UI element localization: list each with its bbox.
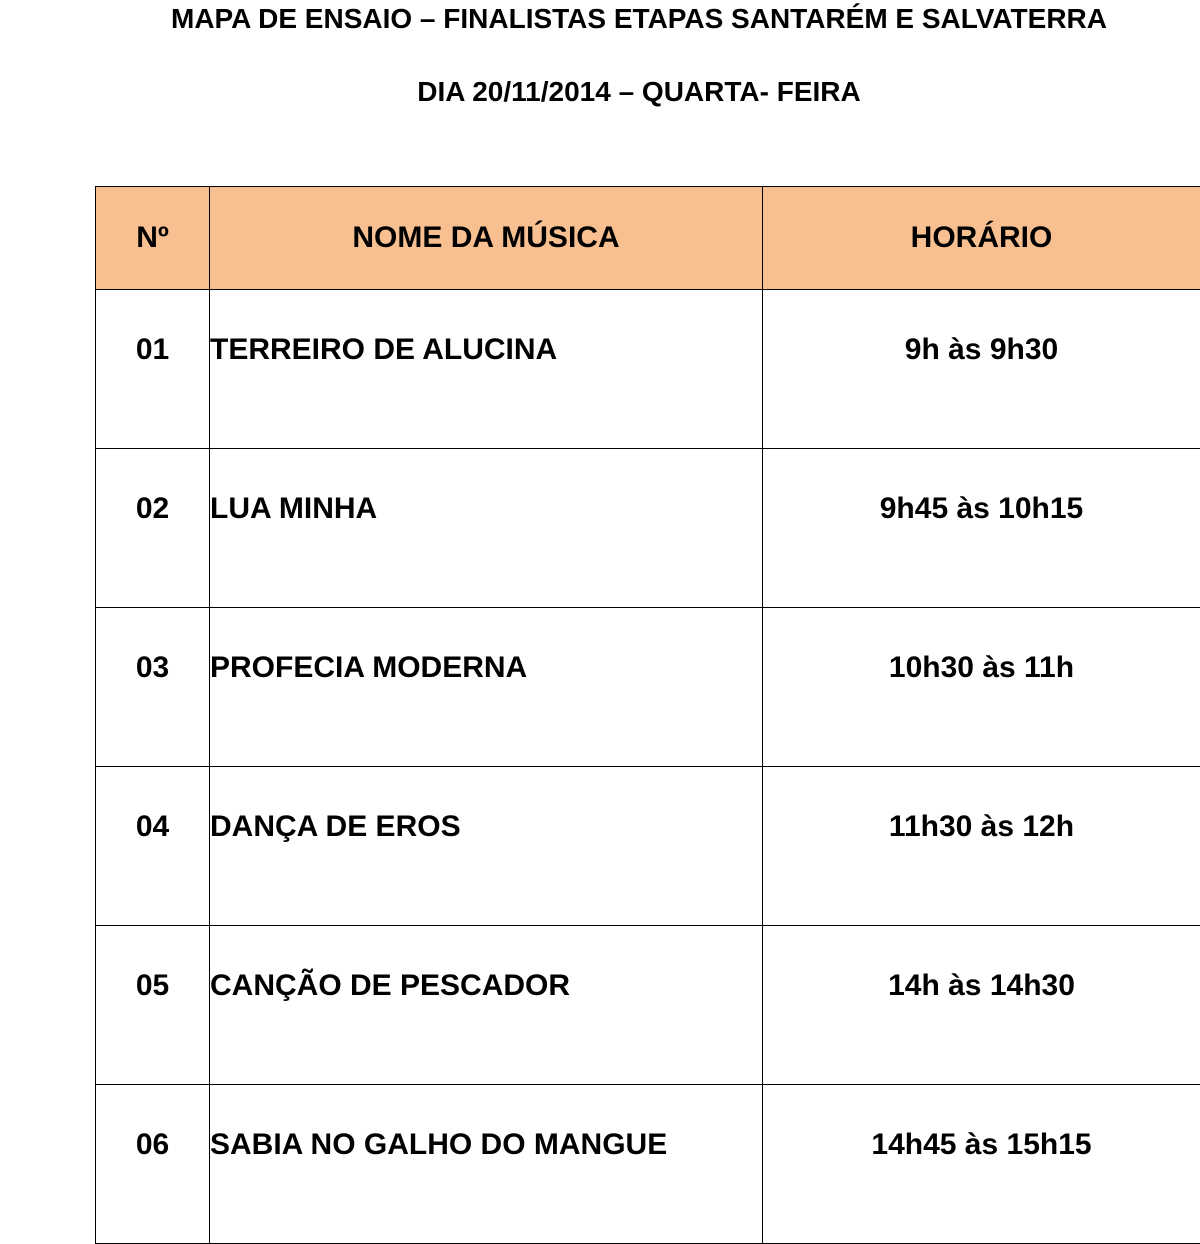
table-header-row	[96, 187, 1200, 290]
song-name: TERREIRO DE ALUCINA	[210, 290, 763, 449]
song-name: CANÇÃO DE PESCADOR	[210, 926, 763, 1085]
time-slot: 11h30 às 12h	[763, 767, 1200, 926]
row-number: 06	[96, 1085, 210, 1244]
table-row	[96, 1085, 1200, 1244]
table-row	[96, 608, 1200, 767]
time-slot: 10h30 às 11h	[763, 608, 1200, 767]
time-slot: 9h às 9h30	[763, 290, 1200, 449]
rehearsal-schedule-table	[95, 186, 1200, 1244]
time-slot: 14h às 14h30	[763, 926, 1200, 1085]
time-slot: 9h45 às 10h15	[763, 449, 1200, 608]
table-row	[96, 290, 1200, 449]
table-row	[96, 767, 1200, 926]
table-row	[96, 449, 1200, 608]
song-name: LUA MINHA	[210, 449, 763, 608]
row-number: 02	[96, 449, 210, 608]
row-number: 01	[96, 290, 210, 449]
row-number: 03	[96, 608, 210, 767]
song-name: DANÇA DE EROS	[210, 767, 763, 926]
column-header-song-name: NOME DA MÚSICA	[210, 187, 763, 290]
song-name: PROFECIA MODERNA	[210, 608, 763, 767]
time-slot: 14h45 às 15h15	[763, 1085, 1200, 1244]
document-title: MAPA DE ENSAIO – FINALISTAS ETAPAS SANTARÉM E SALVATERRA	[0, 3, 1200, 35]
column-header-number: Nº	[96, 187, 210, 290]
song-name: SABIA NO GALHO DO MANGUE	[210, 1085, 763, 1244]
row-number: 05	[96, 926, 210, 1085]
document-date-line: DIA 20/11/2014 – QUARTA- FEIRA	[0, 76, 1200, 108]
table-row	[96, 926, 1200, 1085]
row-number: 04	[96, 767, 210, 926]
column-header-schedule: HORÁRIO	[763, 187, 1200, 290]
